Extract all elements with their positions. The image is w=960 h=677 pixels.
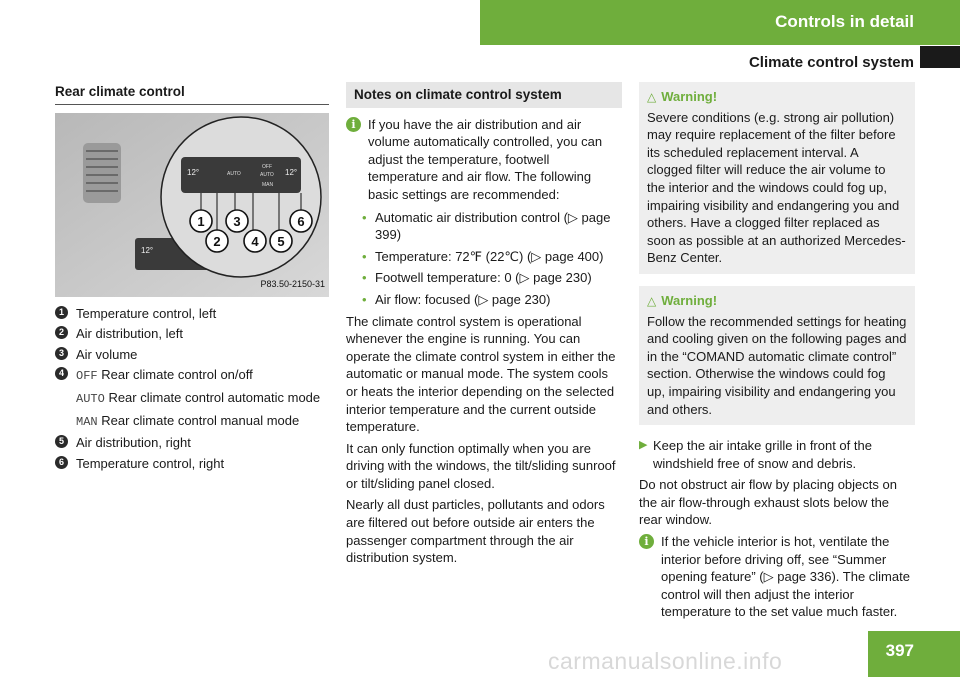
legend-item [55,366,329,386]
right-column [639,82,915,626]
paragraph: It can only function optimally when you are driving with the windows, the tilt/sliding sunroof or tilt/sliding panel closed. [346,440,616,491]
legend-number: 5 [55,435,68,448]
arrow-icon: ▶ [639,439,648,452]
warning-icon: △ [647,293,657,308]
warning-box [639,286,915,425]
callout-2: 2 [213,233,221,249]
photo-id: P83.50-2150-31 [260,279,325,289]
callout-3: 3 [233,213,241,229]
legend-item [55,325,329,343]
warning-title-text: Warning! [661,292,718,308]
panel-temp-right: 12° [285,167,298,177]
info-note [346,116,622,204]
legend-text: Air volume [76,346,138,362]
callout-4: 4 [251,233,259,249]
legend-code: MAN [76,414,98,429]
warning-icon: △ [647,90,657,104]
paragraph: The climate control system is operational whenever the engine is running. You can operate the climate control system in either the automatic or manual mode. The system cools or heats the interior depending on the selected interior temperature and the current outside temperature. [346,313,616,435]
panel-temp-left: 12° [187,167,200,177]
panel-auto: AUTO [260,171,274,178]
warning-title [647,292,907,311]
warning-text: Follow the recommended settings for heating and cooling given on the following pages and in the “COMAND automatic climate control” section. Otherwise the windows could fog up, impairing visibility and endangering you and others. [647,313,907,417]
rear-climate-photo [55,113,329,297]
legend-text: Air distribution, right [76,435,191,451]
panel-man: MAN [262,181,274,188]
info-note [639,533,915,621]
callout-1: 1 [197,213,205,229]
notes-heading: Notes on climate control system [346,82,622,108]
info-icon: i [639,534,654,549]
legend-text: Rear climate control automatic mode [108,389,321,405]
legend-text: Rear climate control manual mode [101,412,300,428]
middle-column [346,82,622,571]
rear-climate-illustration [55,113,329,297]
legend-code: AUTO [76,391,105,406]
legend-number: 6 [55,456,68,469]
legend-text: Temperature control, right [76,455,225,471]
legend-item [55,305,329,323]
info-text: If you have the air distribution and air volume automatically controlled, you can adjust the temperature, footwell temperature and air flow. The following basic settings are recommended: [368,116,603,202]
list-item: • Temperature: 72℉ (22℃) (▷ page 400) [362,248,622,266]
list-item: • Air flow: focused (▷ page 230) [362,291,622,309]
rear-climate-heading: Rear climate control [55,83,329,105]
panel-auto-left: AUTO [227,170,241,177]
legend-list [55,305,329,473]
step-text: Keep the air intake grille in front of the windshield free of snow and debris. [653,438,872,471]
legend-number: 1 [55,306,68,319]
page-number: 397 [885,641,914,660]
recommended-settings-list [346,209,622,309]
list-item: • Footwell temperature: 0 (▷ page 230) [362,269,622,287]
legend-code: OFF [76,369,98,384]
paragraph: Do not obstruct air flow by placing objects on the air flow-through exhaust slots below the rear window. [639,477,897,528]
watermark: carmanualsonline.info [548,648,783,674]
legend-item [55,389,329,409]
legend-text: Temperature control, left [76,305,217,321]
section-title: Climate control system [748,54,914,71]
warning-title [647,88,907,107]
callout-5: 5 [277,233,285,249]
list-item: • Automatic air distribution control (▷ page 399) [362,209,622,244]
info-text: If the vehicle interior is hot, ventilate the interior before driving off, see “Summer opening feature” (▷ page 336). The climate control will then adjust the interior temperature to the set value much faster. [661,534,910,620]
warning-title-text: Warning! [661,89,718,104]
header-marker [920,46,960,68]
legend-item [55,455,329,473]
legend-item [55,346,329,364]
lower-panel-temp-left: 12° [141,245,154,255]
legend-number: 3 [55,347,68,360]
warning-box [639,82,915,274]
chapter-title: Controls in detail [775,12,914,31]
legend-item [55,412,329,432]
legend-text: Rear climate control on/off [101,367,253,383]
legend-number: 2 [55,326,68,339]
legend-item [55,434,329,452]
info-icon: i [346,117,361,132]
left-column [55,82,329,475]
legend-text: Air distribution, left [76,326,183,342]
panel-off: OFF [262,163,272,170]
page-number-box [868,631,960,677]
legend-number: 4 [55,367,68,380]
callout-6: 6 [297,213,305,229]
paragraph: Nearly all dust particles, pollutants and odors are filtered out before outside air enters the passenger compartment through the air distribution system. [346,497,605,566]
instruction-step [639,437,915,472]
warning-text: Severe conditions (e.g. strong air pollution) may require replacement of the filter before its scheduled replacement interval. A clogged filter will reduce the air volume to the interior and the windows could fog up, impairing visibility and endangering you and others. Have a clogged filter replaced as soon as possible at an authorized Mercedes-Benz Center. [647,109,906,266]
